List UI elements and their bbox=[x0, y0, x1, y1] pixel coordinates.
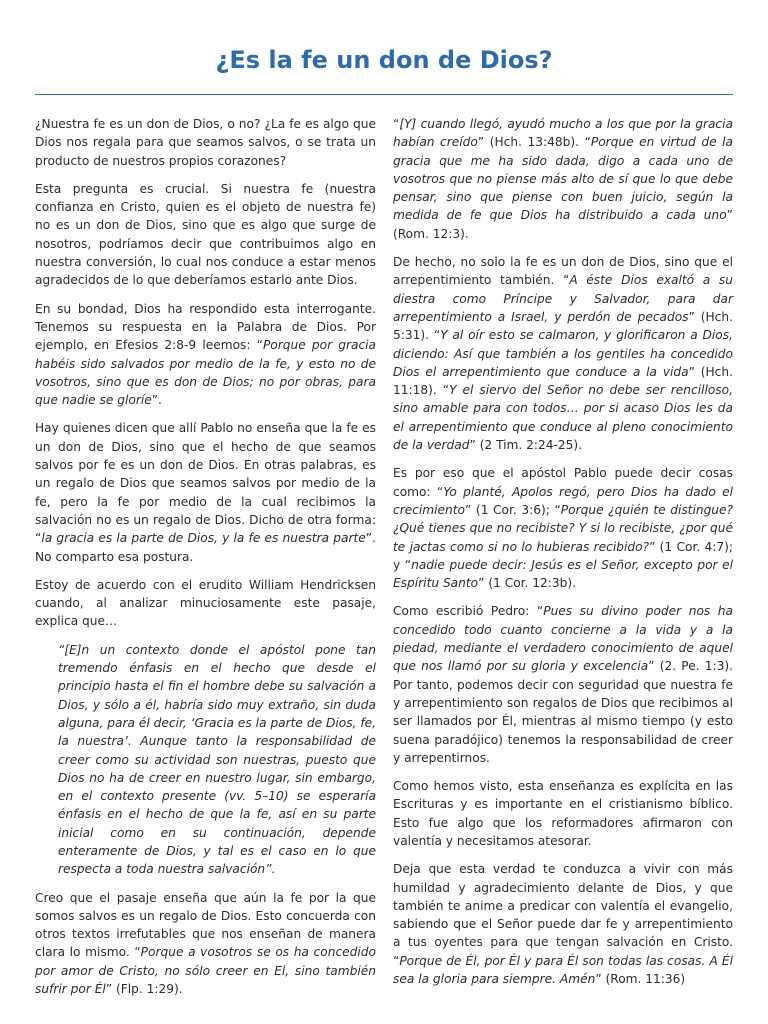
paragraph-crucial: Esta pregunta es crucial. Si nuestra fe (nuestra confianza en Cristo, quien es el objeto de nuestra fe) no es un don de Dios, sino que es algo que surge de nosotros, podríamos decir que contribuimos algo en nuestra conversión, lo cual nos conduce a estar menos agradecidos de lo que deberíamos estarlo ante Dios. bbox=[35, 181, 376, 288]
right-column bbox=[393, 115, 733, 998]
paragraph-acts-romans: “[Y] cuando llegó, ayudó mucho a los que por la gracia habían creído” (Hch. 13:48b). “Porque en virtud de la gracia que me ha sido dada, digo a cada uno de vosotros que no piense más alto de sí que lo que debe pensar, sino que piense con buen juicio, según la medida de fe que Dios ha distribuido a cada uno” (Rom. 12:3). bbox=[393, 117, 734, 241]
scripture-quote: A éste Dios exaltó a su diestra como Príncipe y Salvador, para dar arrepentimiento a Israel, y perdón de pecados bbox=[393, 273, 733, 324]
hendricksen-blockquote: “[E]n un contexto donde el apóstol pone tan tremendo énfasis en el hecho que desde el principio hasta el fin el hombre debe su salvación a Dios, y sólo a él, habría sido muy extraño, sin duda alguna, para él decir, ‘Gracia es la parte de Dios, fe, la nuestra’. Aunque tanto la responsabilidad de creer como su actividad son nuestras, puesto que Dios no ha de creer en nuestro lugar, sin embargo, en el contexto presente (vv. 5–10) se esperaría énfasis en el hecho de que la fe, así en su parte inicial como en su continuación, depende enteramente de Dios, y tal es el caso en lo que respecta a toda nuestra salvación”. bbox=[58, 642, 376, 877]
paragraph-hendricksen: Estoy de acuerdo con el erudito William Hendricksen cuando, al analizar minuciosamente este pasaje, explica que… bbox=[35, 577, 376, 629]
paragraph-repentance: De hecho, no solo la fe es un don de Dios, sino que el arrepentimiento también. “A éste Dios exaltó a su diestra como Príncipe y Salvador, para dar arrepentimiento a Israel, y perdón de pecados” (Hch. 5:31). “Y al oír esto se calmaron, y glorificaron a Dios, diciendo: Así que también a los gentiles ha concedido Dios el arrepentimiento que conduce a la vida” (Hch. 11:18). “Y el siervo del Señor no debe ser rencilloso, sino amable para con todos… por si acaso Dios les da el arrepentimiento que conduce al pleno conocimiento de la verdad” (2 Tim. 2:24-25). bbox=[393, 255, 733, 453]
objection-quote: la gracia es la parte de Dios, y la fe es nuestra parte bbox=[41, 531, 366, 546]
scripture-quote: Y al oír esto se calmaron, y glorificaron a Dios, diciendo: Así que también a los gentiles ha concedido Dios el arrepentimiento que conduce a la vida bbox=[393, 328, 733, 379]
title-divider bbox=[35, 94, 733, 95]
scripture-quote: Porque ¿quién te distingue? ¿Qué tienes que no recibiste? Y si lo recibiste, ¿por qué te jactas como si no lo hubieras recibido? bbox=[393, 502, 733, 554]
paragraph-intro: ¿Nuestra fe es un don de Dios, o no? ¿La fe es algo que Dios nos regala para que seamos salvos, o se trata un producto de nuestros propios corazones? bbox=[35, 117, 376, 168]
paragraph-peter: Como escribió Pedro: “Pues su divino poder nos ha concedido todo cuanto concierne a la vida y a la piedad, mediante el verdadero conocimiento de aquel que nos llamó por su gloria y excelencia” (2. Pe. 1:3). Por tanto, podemos decir con seguridad que nuestra fe y arrepentimiento son regalos de Dios que recibimos al ser llamados por Él, mientras al mismo tiempo (y esto suena paradójico) tenemos la responsabilidad de creer y arrepentirnos. bbox=[393, 604, 734, 765]
paragraph-philippians: Creo que el pasaje enseña que aún la fe por la que somos salvos es un regalo de Dios. Esto concuerda con otros textos irrefutables que nos enseñan de manera clara lo mismo. “Porque a vosotros se os ha concedido por amor de Cristo, no sólo creer en El, sino también sufrir por Él” (Flp. 1:29). bbox=[35, 890, 376, 997]
scripture-quote: Porque a vosotros se os ha concedido por amor de Cristo, no sólo creer en El, sino también sufrir por Él bbox=[35, 945, 376, 997]
paragraph-ephesians: En su bondad, Dios ha respondido esta interrogante. Tenemos su respuesta en la Palabra de Dios. Por ejemplo, en Efesios 2:8-9 leemos: “Porque por gracia habéis sido salvados por medio de la fe, y esto no de vosotros, sino que es don de Dios; no por obras, para que nadie se gloríe”. bbox=[35, 301, 376, 408]
scripture-quote: Porque por gracia habéis sido salvados por medio de la fe, y esto no de vosotros, sino que es don de Dios; no por obras, para que nadie se gloríe bbox=[35, 338, 376, 408]
scripture-quote: Y el siervo del Señor no debe ser rencilloso, sino amable para con todos… por si acaso Dios les da el arrepentimiento que conduce al pleno conocimiento de la verdad bbox=[393, 383, 733, 453]
article-title: ¿Es la fe un don de Dios? bbox=[215, 46, 553, 74]
scripture-quote: [Y] cuando llegó, ayudó mucho a los que por la gracia habían creído bbox=[393, 117, 733, 150]
scripture-quote: nadie puede decir: Jesús es el Señor, excepto por el Espíritu Santo bbox=[393, 557, 733, 591]
left-column bbox=[35, 115, 376, 1008]
scripture-quote: Porque en virtud de la gracia que me ha sido dada, digo a cada uno de vosotros que no piense más alto de sí que lo que debe pensar, sino que piense con buen juicio, según la medida de fe que Dios ha distribuido a cada uno bbox=[393, 135, 734, 223]
scripture-quote: Pues su divino poder nos ha concedido todo cuanto concierne a la vida y a la piedad, mediante el verdadero conocimiento de aquel que nos llamó por su gloria y excelencia bbox=[393, 604, 733, 674]
paragraph-reformers: Como hemos visto, esta enseñanza es explícita en las Escrituras y es importante en el cristianismo bíblico. Esto fue algo que los reformadores afirmaron con valentía y necesitamos atesorar. bbox=[393, 779, 733, 848]
scripture-quote: Yo planté, Apolos regó, pero Dios ha dado el crecimiento bbox=[393, 484, 734, 517]
paragraph-objection: Hay quienes dicen que allí Pablo no enseña que la fe es un don de Dios, sino que el hecho de que seamos salvos por fe es un don de Dios. En otras palabras, es un regalo de Dios que seamos salvos por medio de la fe, pero la fe por medio de la cual recibimos la salvación no es un regalo de Dios. Dicho de otra forma: “la gracia es la parte de Dios, y la fe es nuestra parte”. No comparto esa postura. bbox=[35, 421, 376, 564]
paragraph-paul: Es por eso que el apóstol Pablo puede decir cosas como: “Yo planté, Apolos regó, pero Dios ha dado el crecimiento” (1 Cor. 3:6); “Porque ¿quién te distingue? ¿Qué tienes que no recibiste? Y si lo recibiste, ¿por qué te jactas como si no lo hubieras recibido?” (1 Cor. 4:7); y “nadie puede decir: Jesús es el Señor, excepto por el Espíritu Santo” (1 Cor. 12:3b). bbox=[393, 466, 734, 591]
paragraph-conclusion: Deja que esta verdad te conduzca a vivir con más humildad y agradecimiento delante de Dios, y que también te anime a predicar con valentía el evangelio, sabiendo que el Señor puede dar fe y arrepentimiento a tus oyentes para que tengan salvación en Cristo. “Porque de Él, por Él y para Él son todas las cosas. A Él sea la gloria para siempre. Amén” (Rom. 11:36) bbox=[393, 862, 733, 987]
scripture-quote: Porque de Él, por Él y para Él son todas las cosas. A Él sea la gloria para siempre. Amén bbox=[393, 953, 733, 987]
